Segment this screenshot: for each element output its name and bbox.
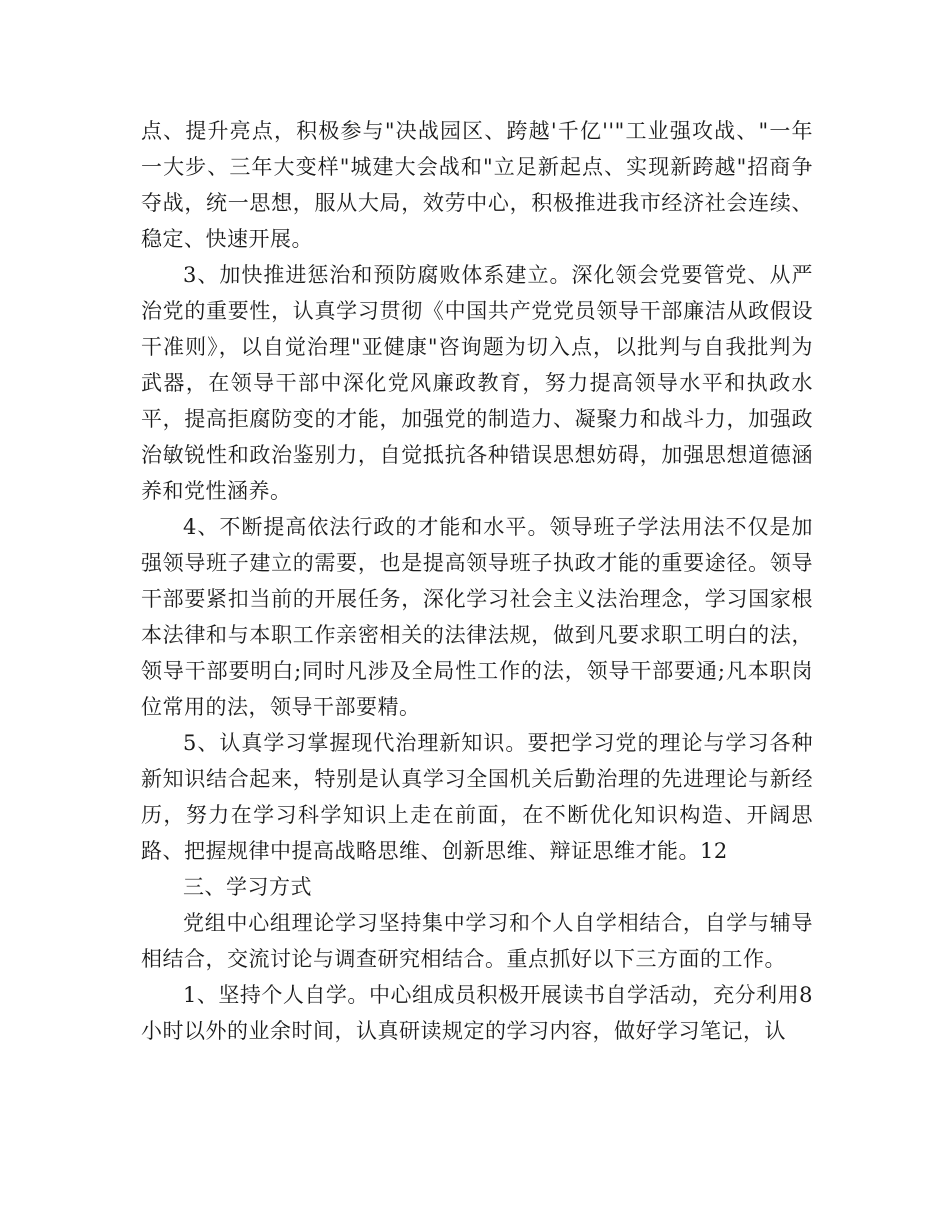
paragraph: 党组中心组理论学习坚持集中学习和个人自学相结合，自学与辅导相结合，交流讨论与调查研究相结合。重点抓好以下三方面的工作。 <box>141 911 813 971</box>
paragraph: 1、坚持个人自学。中心组成员积极开展读书自学活动，充分利用8小时以外的业余时间，认真研读规定的学习内容，做好学习笔记，认 <box>141 983 813 1043</box>
paragraph: 4、不断提高依法行政的才能和水平。领导班子学法用法不仅是加强领导班子建立的需要，也是提高领导班子执政才能的重要途径。领导干部要紧扣当前的开展任务，深化学习社会主义法治理念，学习国家根本法律和与本职工作亲密相关的法律法规，做到凡要求职工明白的法，领导干部要明白;同时凡涉及全局性工作的法，领导干部要通;凡本职岗位常用的法，领导干部要精。 <box>141 515 813 719</box>
paragraph: 点、提升亮点，积极参与"决战园区、跨越'千亿''"工业强攻战、"一年一大步、三年大变样"城建大会战和"立足新起点、实现新跨越"招商争夺战，统一思想，服从大局，效劳中心，积极推进我市经济社会连续、稳定、快速开展。 <box>141 119 813 251</box>
paragraph: 3、加快推进惩治和预防腐败体系建立。深化领会党要管党、从严治党的重要性，认真学习贯彻《中国共产党党员领导干部廉洁从政假设干准则》，以自觉治理"亚健康"咨询题为切入点，以批判与自我批判为武器，在领导干部中深化党风廉政教育，努力提高领导水平和执政水平，提高拒腐防变的才能，加强党的制造力、凝聚力和战斗力，加强政治敏锐性和政治鉴别力，自觉抵抗各种错误思想妨碍，加强思想道德涵养和党性涵养。 <box>141 263 813 503</box>
document-body <box>141 113 813 1049</box>
paragraph: 5、认真学习掌握现代治理新知识。要把学习党的理论与学习各种新知识结合起来，特别是认真学习全国机关后勤治理的先进理论与新经历，努力在学习科学知识上走在前面，在不断优化知识构造、开阔思路、把握规律中提高战略思维、创新思维、辩证思维才能。12 <box>141 731 813 863</box>
section-heading: 三、学习方式 <box>183 875 312 899</box>
